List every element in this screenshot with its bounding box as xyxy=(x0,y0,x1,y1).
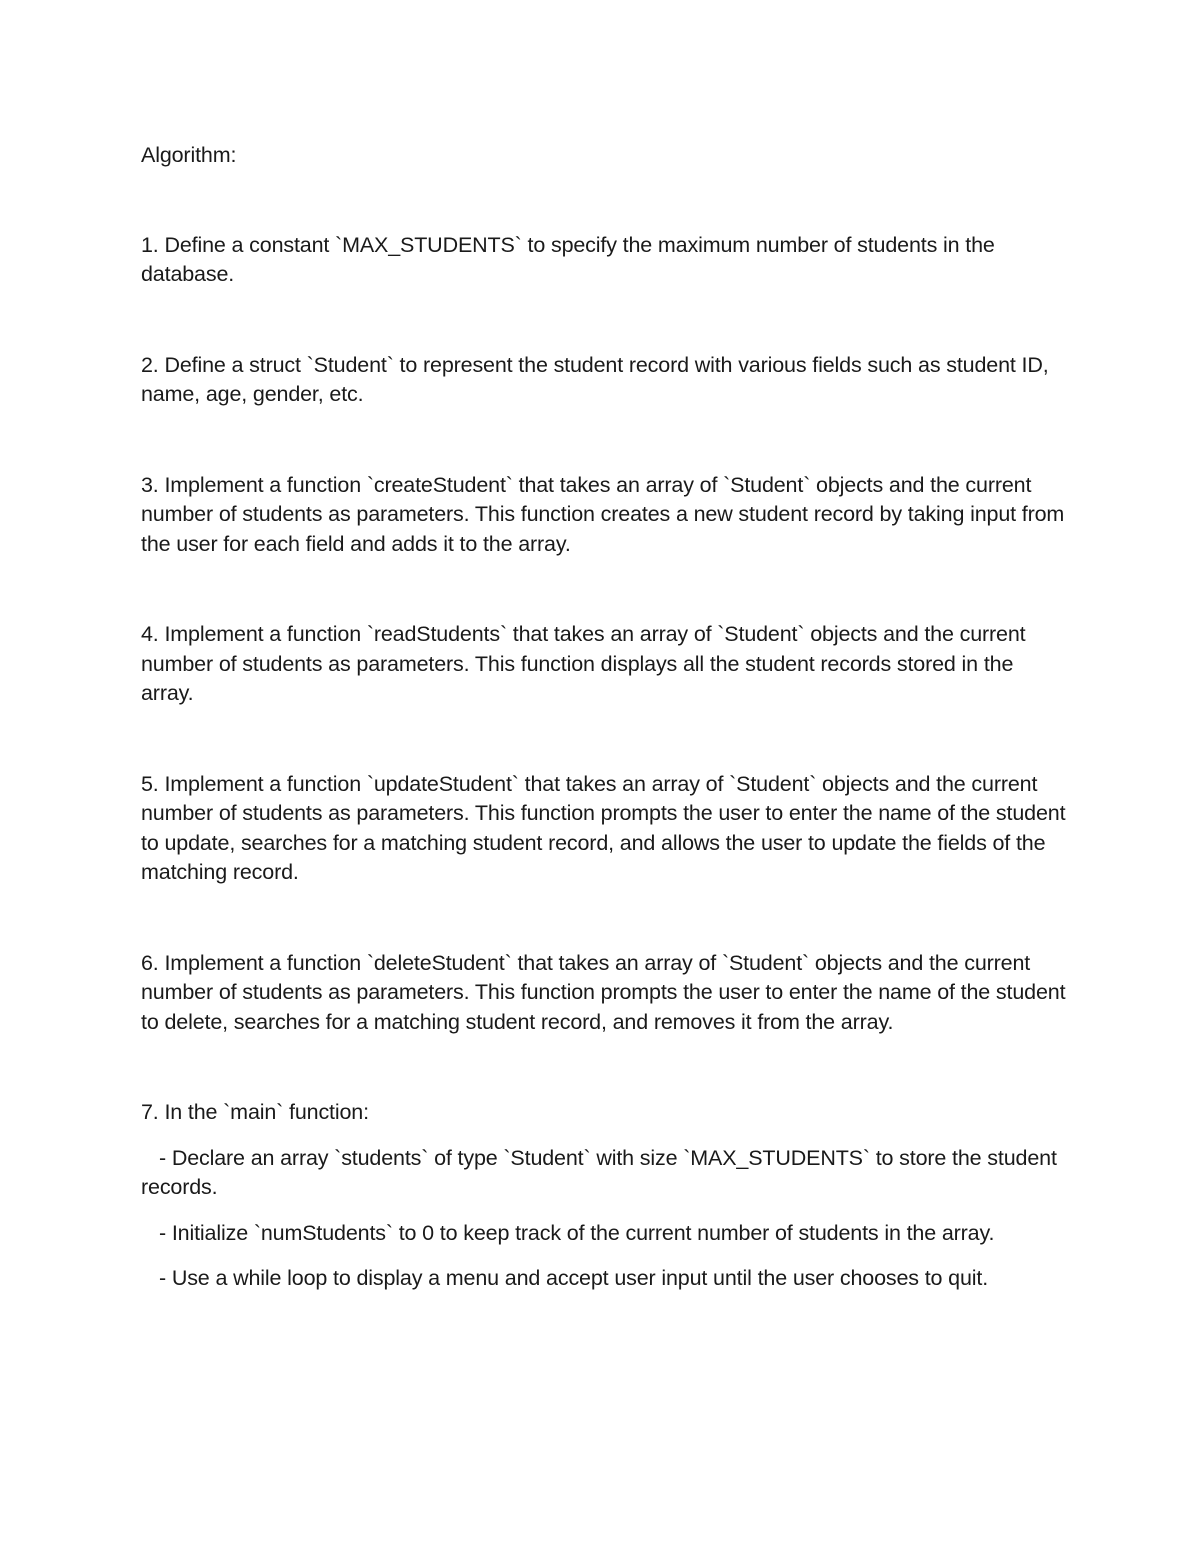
spacer xyxy=(141,290,1066,351)
substep-2: - Initialize `numStudents` to 0 to keep track of the current number of students in the array. xyxy=(159,1220,995,1245)
step-7: 7. In the `main` function: xyxy=(141,1100,369,1124)
step-5: 5. Implement a function `updateStudent` that takes an array of `Student` objects and the current number of students as parameters. This function prompts the user to enter the name of the student to update, searches for a matching student record, and allows the user to update the fields of the matching record. xyxy=(141,771,1066,884)
step-3: 3. Implement a function `createStudent` that takes an array of `Student` objects and the current number of students as parameters. This function creates a new student record by taking input from the user for each field and adds it to the array. xyxy=(141,472,1065,556)
spacer xyxy=(141,1248,1066,1264)
step-1: 1. Define a constant `MAX_STUDENTS` to specify the maximum number of students in the database. xyxy=(141,232,995,286)
spacer xyxy=(141,709,1066,770)
spacer xyxy=(141,1203,1066,1219)
step-6: 6. Implement a function `deleteStudent` that takes an array of `Student` objects and the current number of students as parameters. This function prompts the user to enter the name of the student to delete, searches for a matching student record, and removes it from the array. xyxy=(141,950,1066,1034)
step-4: 4. Implement a function `readStudents` that takes an array of `Student` objects and the current number of students as parameters. This function displays all the student records stored in the array. xyxy=(141,622,1026,705)
spacer xyxy=(141,171,1066,231)
spacer xyxy=(141,1128,1066,1144)
step-2: 2. Define a struct `Student` to represent the student record with various fields such as student ID, name, age, gender, etc. xyxy=(141,352,1049,406)
document-heading: Algorithm: xyxy=(141,143,237,167)
spacer xyxy=(141,410,1066,471)
spacer xyxy=(141,559,1066,620)
spacer xyxy=(141,888,1066,949)
substep-3: - Use a while loop to display a menu and accept user input until the user chooses to quit. xyxy=(159,1266,989,1290)
document-body xyxy=(141,141,1066,1294)
substep-1: - Declare an array `students` of type `Student` with size `MAX_STUDENTS` to store the student records. xyxy=(141,1145,1057,1199)
spacer xyxy=(141,1037,1066,1098)
